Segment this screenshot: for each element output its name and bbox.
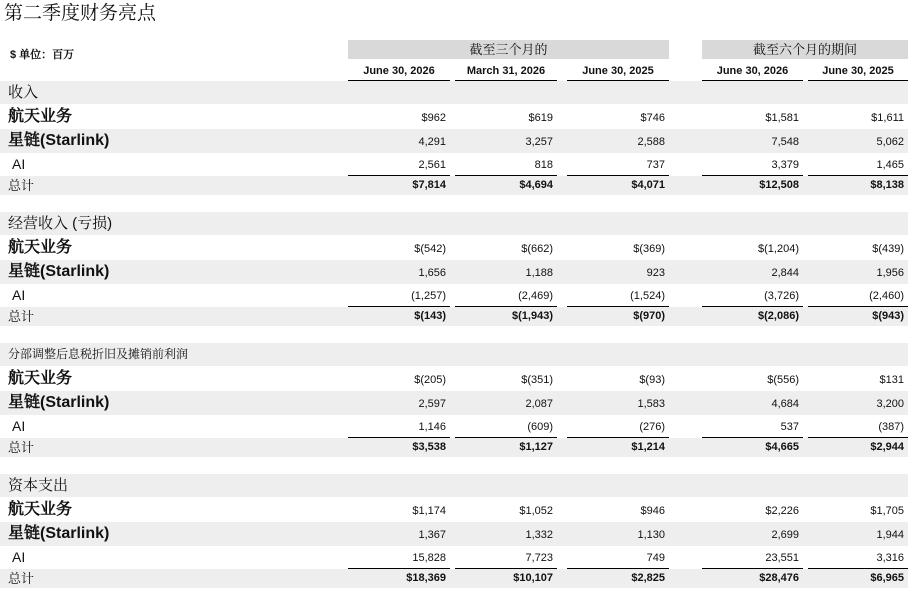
value-cell: 4,684 [771, 398, 799, 410]
value-cell: 4,291 [418, 136, 446, 148]
table-row [0, 105, 908, 129]
value-cell: 1,583 [637, 398, 665, 410]
total-cell: $6,965 [870, 572, 904, 584]
value-cell: 1,188 [525, 267, 553, 279]
section-header-row [0, 81, 908, 104]
value-cell: 737 [646, 159, 665, 171]
section-header-row [0, 212, 908, 235]
row-label: AI [12, 156, 26, 172]
total-cell: $8,138 [870, 179, 904, 191]
value-cell: $(351) [521, 374, 553, 386]
table-row [0, 546, 908, 569]
row-label: AI [12, 549, 26, 565]
value-cell: $(662) [521, 243, 553, 255]
value-cell: 3,316 [876, 552, 904, 564]
value-cell: (2,469) [518, 290, 553, 302]
unit-label: $ 单位：百万 [10, 49, 75, 61]
row-label: 航天业务 [8, 239, 73, 256]
value-cell: 2,561 [418, 159, 446, 171]
value-cell: $(556) [767, 374, 799, 386]
total-label: 总计 [8, 178, 35, 193]
value-cell: 2,087 [525, 398, 553, 410]
value-cell: (387) [878, 421, 904, 433]
total-row [0, 307, 908, 326]
value-cell: 7,548 [771, 136, 799, 148]
total-row [0, 569, 908, 588]
group-header-three-month: 截至三个月的 [348, 40, 669, 59]
section-title: 经营收入 (亏损) [8, 215, 113, 232]
total-cell: $(943) [872, 310, 904, 322]
row-label: 航天业务 [8, 370, 73, 387]
total-cell: $1,127 [519, 441, 553, 453]
table-row [0, 522, 908, 546]
row-label: 航天业务 [8, 501, 73, 518]
table-row [0, 129, 908, 153]
total-cell: $(970) [633, 310, 665, 322]
column-header: June 30, 2025 [808, 64, 908, 81]
value-cell: (1,524) [630, 290, 665, 302]
table-row [0, 260, 908, 284]
value-cell: 1,944 [876, 529, 904, 541]
section-header-row [0, 343, 908, 366]
row-label: 星链(Starlink) [8, 132, 110, 149]
value-cell: 537 [780, 421, 799, 433]
value-cell: 7,723 [525, 552, 553, 564]
table-row [0, 391, 908, 415]
value-cell: $962 [421, 112, 446, 124]
value-cell: $131 [879, 374, 904, 386]
value-cell: $1,705 [870, 505, 904, 517]
value-cell: 818 [534, 159, 553, 171]
total-label: 总计 [8, 571, 35, 586]
column-header: June 30, 2025 [567, 64, 669, 81]
table-row [0, 153, 908, 176]
value-cell: 3,257 [525, 136, 553, 148]
total-cell: $7,814 [412, 179, 446, 191]
value-cell: 1,332 [525, 529, 553, 541]
total-cell: $10,107 [513, 572, 553, 584]
total-row [0, 176, 908, 195]
total-cell: $(1,943) [512, 310, 553, 322]
total-cell: $(2,086) [758, 310, 799, 322]
value-cell: 2,588 [637, 136, 665, 148]
table-row [0, 236, 908, 260]
value-cell: 23,551 [765, 552, 799, 564]
table-row [0, 367, 908, 391]
value-cell: $(542) [414, 243, 446, 255]
row-label: 星链(Starlink) [8, 394, 110, 411]
value-cell: $(93) [639, 374, 665, 386]
total-row [0, 438, 908, 457]
total-label: 总计 [8, 309, 35, 324]
value-cell: 749 [646, 552, 665, 564]
total-cell: $2,944 [870, 441, 904, 453]
table-row [0, 498, 908, 522]
page-title: 第二季度财务亮点 [4, 3, 157, 24]
value-cell: $(205) [414, 374, 446, 386]
total-cell: $18,369 [406, 572, 446, 584]
total-cell: $4,071 [631, 179, 665, 191]
value-cell: 2,844 [771, 267, 799, 279]
row-label: AI [12, 287, 26, 303]
value-cell: $(1,204) [758, 243, 799, 255]
total-cell: $4,665 [765, 441, 799, 453]
column-header: June 30, 2026 [702, 64, 803, 81]
row-label: AI [12, 418, 26, 434]
value-cell: 1,956 [876, 267, 904, 279]
group-header-six-month: 截至六个月的期间 [702, 40, 908, 59]
value-cell: (1,257) [411, 290, 446, 302]
section-header-row [0, 474, 908, 497]
value-cell: $2,226 [765, 505, 799, 517]
value-cell: (609) [527, 421, 553, 433]
total-cell: $2,825 [631, 572, 665, 584]
value-cell: (2,460) [869, 290, 904, 302]
row-label: 星链(Starlink) [8, 525, 110, 542]
value-cell: 2,699 [771, 529, 799, 541]
total-cell: $3,538 [412, 441, 446, 453]
total-cell: $4,694 [519, 179, 553, 191]
column-header: June 30, 2026 [348, 64, 450, 81]
section-title: 收入 [8, 84, 39, 101]
value-cell: 3,200 [876, 398, 904, 410]
value-cell: 2,597 [418, 398, 446, 410]
section-title: 分部调整后息税折旧及摊销前利润 [8, 347, 189, 361]
total-cell: $(143) [414, 310, 446, 322]
value-cell: 5,062 [876, 136, 904, 148]
table-row [0, 284, 908, 307]
value-cell: (276) [639, 421, 665, 433]
value-cell: $619 [528, 112, 553, 124]
value-cell: $(439) [872, 243, 904, 255]
value-cell: $1,581 [765, 112, 799, 124]
total-label: 总计 [8, 440, 35, 455]
total-cell: $12,508 [759, 179, 799, 191]
total-cell: $1,214 [631, 441, 665, 453]
value-cell: $946 [640, 505, 665, 517]
value-cell: 1,146 [418, 421, 446, 433]
value-cell: 1,367 [418, 529, 446, 541]
value-cell: $746 [640, 112, 665, 124]
value-cell: 1,130 [637, 529, 665, 541]
value-cell: (3,726) [764, 290, 799, 302]
column-header: March 31, 2026 [455, 64, 557, 81]
value-cell: $1,611 [871, 112, 904, 124]
value-cell: $(369) [633, 243, 665, 255]
row-label: 航天业务 [8, 108, 73, 125]
value-cell: 15,828 [412, 552, 446, 564]
value-cell: 3,379 [771, 159, 799, 171]
value-cell: 923 [646, 267, 665, 279]
section-title: 资本支出 [8, 477, 69, 494]
value-cell: $1,052 [519, 505, 553, 517]
row-label: 星链(Starlink) [8, 263, 110, 280]
total-cell: $28,476 [759, 572, 799, 584]
value-cell: 1,465 [876, 159, 904, 171]
table-row [0, 415, 908, 438]
value-cell: 1,656 [418, 267, 446, 279]
value-cell: $1,174 [412, 505, 446, 517]
